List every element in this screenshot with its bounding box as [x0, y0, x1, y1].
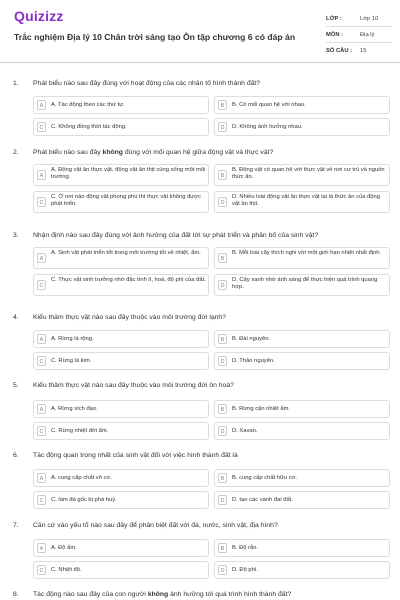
option-a[interactable] [33, 400, 209, 418]
option-text: B. Rừng cận nhiệt ẩm. [232, 406, 291, 412]
option-letter: D [218, 122, 227, 132]
option-letter: B [218, 404, 227, 414]
quizizz-logo[interactable]: Quizizz [14, 8, 64, 24]
option-letter: B [218, 170, 227, 180]
option-c[interactable] [33, 352, 209, 370]
option-text: A. Rừng xích đạo. [51, 406, 98, 412]
option-c[interactable] [33, 491, 209, 509]
option-text: D. Cây xanh nhờ ánh sáng để thực hiện quá trình quang hợp. [232, 277, 378, 290]
option-text: C. Không đồng thời tác động. [51, 124, 127, 130]
option-text: D. Không ảnh hưởng nhau. [232, 124, 303, 130]
option-letter: A [37, 170, 46, 180]
option-text: D. tạo các vành đai đất. [232, 497, 293, 503]
meta-row-grade [326, 11, 392, 27]
option-a[interactable] [33, 164, 209, 186]
question-number: 8. [13, 591, 19, 598]
question-text: Phát biểu nào sau đây đúng với hoạt động của các nhân tố hình thành đất? [33, 80, 261, 87]
option-letter: B [218, 543, 227, 553]
option-letter: C [37, 122, 46, 132]
meta-label: MÔN : [326, 31, 344, 38]
option-a[interactable] [33, 96, 209, 114]
option-letter: B [218, 100, 227, 110]
option-text: B. cung cấp chất hữu cơ. [232, 475, 298, 481]
option-text: C. Thực vật sinh trưởng nhờ đặc tính lí, hoá, độ phì của đất. [51, 277, 206, 283]
option-text: B. Đài nguyên. [232, 336, 271, 342]
option-b[interactable] [214, 539, 390, 557]
option-d[interactable] [214, 491, 390, 509]
option-letter: C [37, 197, 46, 207]
option-b[interactable] [214, 400, 390, 418]
option-letter: C [37, 356, 46, 366]
option-text: D. Độ phì. [232, 567, 259, 573]
option-letter: D [218, 495, 227, 505]
meta-info [326, 11, 392, 58]
meta-row-subject [326, 27, 392, 43]
option-d[interactable] [214, 352, 390, 370]
option-text: A. Rừng lá rộng. [51, 336, 94, 342]
option-text: A. Tác động theo các thứ tự. [51, 102, 125, 108]
meta-value: Địa lý [360, 31, 375, 38]
meta-label: SỐ CÂU : [326, 47, 353, 54]
option-letter: B [218, 334, 227, 344]
option-letter: B [218, 253, 227, 263]
question-number: 6. [13, 452, 19, 459]
meta-row-count [326, 43, 392, 58]
option-letter: D [218, 197, 227, 207]
option-text: A. Động vật ăn thực vật, động vật ăn thịt cùng sống một môi trường. [51, 167, 206, 180]
option-text: C. Rừng nhiệt đới ẩm. [51, 428, 109, 434]
question-number: 4. [13, 314, 19, 321]
option-c[interactable] [33, 118, 209, 136]
option-c[interactable] [33, 274, 209, 296]
option-text: A. Độ ẩm. [51, 545, 77, 551]
option-letter: C [37, 495, 46, 505]
option-b[interactable] [214, 247, 390, 269]
option-d[interactable] [214, 191, 390, 213]
document-title: Trắc nghiệm Địa lý 10 Chân trời sáng tạo Ôn tập chương 6 có đáp án [14, 32, 296, 42]
option-b[interactable] [214, 96, 390, 114]
option-text: B. Có mối quan hệ với nhau. [232, 102, 306, 108]
option-d[interactable] [214, 561, 390, 579]
option-text: D. Xavan. [232, 428, 258, 434]
option-letter: A [37, 404, 46, 414]
option-letter: D [218, 565, 227, 575]
option-d[interactable] [214, 118, 390, 136]
option-text: C. Ở nơi nào động vật phong phú thì thực vật không được phát triển. [51, 194, 201, 207]
question-number: 2. [13, 149, 19, 156]
option-c[interactable] [33, 191, 209, 213]
option-text: A. Sinh vật phát triển tốt trong môi trường tốt về nhiệt, ẩm. [51, 250, 201, 256]
option-text: C. Nhiệt độ. [51, 567, 82, 573]
question-text: Kiểu thảm thực vật nào sau đây thuộc vào môi trường đới lạnh? [33, 314, 226, 321]
question-text: Phát biểu nào sau đây không đúng với mối quan hệ giữa động vật và thực vật? [33, 149, 274, 156]
option-letter: A [37, 473, 46, 483]
option-b[interactable] [214, 330, 390, 348]
option-text: A. cung cấp chất vô cơ. [51, 475, 112, 481]
option-letter: A [37, 543, 46, 553]
question-number: 5. [13, 382, 19, 389]
question-number: 1. [13, 80, 19, 87]
option-a[interactable] [33, 539, 209, 557]
option-letter: D [218, 280, 227, 290]
option-letter: A [37, 253, 46, 263]
option-letter: A [37, 100, 46, 110]
option-d[interactable] [214, 274, 390, 296]
option-b[interactable] [214, 164, 390, 186]
question-text: Kiểu thảm thực vật nào sau đây thuộc vào môi trường đới ôn hoà? [33, 382, 234, 389]
meta-value: Lớp 10 [360, 15, 379, 22]
option-text: D. Thảo nguyên. [232, 358, 275, 364]
option-text: B. Độ rắn. [232, 545, 259, 551]
option-text: B. Động vật có quan hệ với thực vật về nơi cư trú và nguồn thức ăn. [232, 167, 385, 180]
option-d[interactable] [214, 422, 390, 440]
option-letter: B [218, 473, 227, 483]
meta-value: 15 [360, 47, 367, 54]
option-a[interactable] [33, 469, 209, 487]
page-header [0, 0, 400, 63]
option-text: D. Nhiều loài động vật ăn thực vật lại là thức ăn của động vật ăn thịt. [232, 194, 380, 207]
question-text: Tác động nào sau đây của con người không ảnh hưởng tới quá trình hình thành đất? [33, 591, 292, 598]
option-letter: D [218, 356, 227, 366]
option-c[interactable] [33, 422, 209, 440]
option-c[interactable] [33, 561, 209, 579]
option-text: C. làm đá gốc bị phá huỷ. [51, 497, 117, 503]
question-text: Tác động quan trọng nhất của sinh vật đối với việc hình thành đất là [33, 452, 238, 459]
meta-label: LỚP : [326, 15, 342, 22]
option-letter: D [218, 426, 227, 436]
option-b[interactable] [214, 469, 390, 487]
option-a[interactable] [33, 247, 209, 269]
question-text: Căn cứ vào yếu tố nào sau đây để phân biệt đất với đá, nước, sinh vật, địa hình? [33, 522, 278, 529]
option-text: B. Mỗi loài cây thích nghi với một giới hạn nhiệt nhất định. [232, 250, 382, 256]
question-number: 3. [13, 232, 19, 239]
question-text: Nhận định nào sau đây đúng với ảnh hưởng của đất tới sự phát triển và phân bố của sinh vật? [33, 232, 319, 239]
question-number: 7. [13, 522, 19, 529]
option-text: C. Rừng lá kim. [51, 358, 92, 364]
option-letter: A [37, 334, 46, 344]
option-letter: C [37, 426, 46, 436]
option-letter: C [37, 280, 46, 290]
option-a[interactable] [33, 330, 209, 348]
option-letter: C [37, 565, 46, 575]
